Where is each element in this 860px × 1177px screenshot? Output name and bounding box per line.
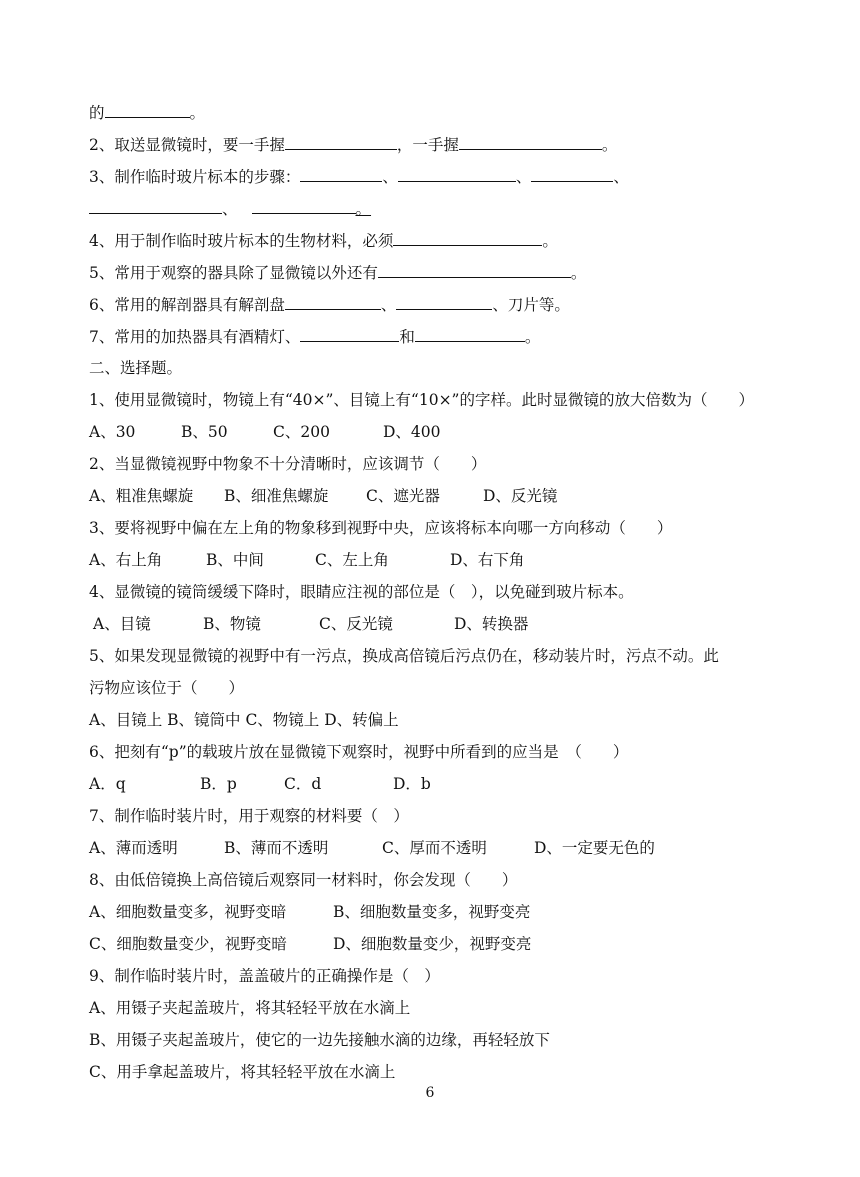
option-d[interactable]: D、一定要无色的 — [534, 839, 655, 857]
choice-options-3 — [89, 550, 524, 570]
choice-options-6 — [89, 774, 431, 794]
fill-line-0: 的 。 — [89, 104, 206, 122]
option-c[interactable]: C、左上角 — [315, 551, 389, 569]
option-b[interactable]: B、细准焦螺旋 — [224, 487, 329, 505]
option-c[interactable]: C、用手拿起盖玻片，将其轻轻平放在水滴上 — [89, 1063, 396, 1081]
option-d[interactable]: D、反光镜 — [483, 487, 558, 505]
choice-question-9: 9、制作临时装片时，盖盖破片的正确操作是（ ） — [89, 967, 440, 985]
option-c[interactable]: C、遮光器 — [366, 487, 440, 505]
choice-question-8: 8、由低倍镜换上高倍镜后观察同一材料时，你会发现（ ） — [89, 871, 518, 889]
option-d[interactable]: D．b — [393, 775, 431, 793]
choice-options-1 — [89, 422, 441, 442]
option-c[interactable]: C、厚而不透明 — [382, 839, 487, 857]
answer-blank[interactable] — [300, 326, 399, 342]
option-b[interactable]: B．p — [200, 775, 237, 793]
option-a[interactable]: A、薄而透明 — [89, 839, 178, 857]
choice-options-7 — [89, 838, 655, 858]
fill-question-7: 7、常用的加热器具有酒精灯、 和 。 — [89, 328, 541, 346]
choice-question-2: 2、当显微镜视野中物象不十分清晰时，应该调节（ ） — [89, 455, 487, 473]
answer-blank[interactable] — [378, 262, 571, 278]
answer-blank[interactable] — [252, 198, 356, 214]
option-a[interactable]: A、粗准焦螺旋 — [89, 487, 194, 505]
choice-question-5-cont: 污物应该位于（ ） — [89, 679, 245, 697]
answer-blank[interactable] — [396, 294, 492, 310]
choice-options-5[interactable]: A、目镜上 B、镜筒中 C、物镜上 D、转偏上 — [89, 711, 399, 729]
option-c[interactable]: C、反光镜 — [319, 615, 393, 633]
option-b[interactable]: B、物镜 — [203, 615, 261, 633]
option-a[interactable]: A、目镜 — [93, 615, 151, 633]
answer-blank[interactable] — [285, 134, 397, 150]
fill-question-3: 3、制作临时玻片标本的步骤： 、 、 、 — [89, 168, 629, 186]
option-c[interactable]: C．d — [284, 775, 322, 793]
option-c[interactable]: C、200 — [273, 423, 330, 441]
choice-options-2 — [89, 486, 557, 506]
option-a[interactable]: A、30 — [89, 423, 136, 441]
option-b[interactable]: B、薄而不透明 — [224, 839, 329, 857]
choice-options-8-row2 — [89, 934, 531, 954]
answer-blank[interactable] — [415, 326, 525, 342]
choice-question-4: 4、显微镜的镜筒缓缓下降时，眼睛应注视的部位是（ ），以免碰到玻片标本。 — [89, 583, 634, 601]
choice-question-5: 5、如果发现显微镜的视野中有一污点，换成高倍镜后污点仍在，移动装片时，污点不动。此 — [89, 647, 719, 665]
section-2-title: 二、选择题。 — [89, 359, 183, 377]
option-c[interactable]: C、细胞数量变少，视野变暗 — [89, 935, 287, 953]
fill-question-3-cont: 、 。 — [89, 198, 371, 219]
option-b[interactable]: B、中间 — [206, 551, 264, 569]
answer-blank[interactable] — [105, 102, 190, 118]
answer-blank[interactable] — [459, 134, 602, 150]
choice-question-6: 6、把刻有“p”的载玻片放在显微镜下观察时，视野中所看到的应当是 （ ） — [89, 743, 629, 761]
choice-question-7: 7、制作临时装片时，用于观察的材料要（ ） — [89, 807, 409, 825]
option-d[interactable]: D、细胞数量变少，视野变亮 — [333, 935, 532, 953]
page-number: 6 — [425, 1085, 435, 1101]
option-a[interactable]: A．q — [89, 775, 126, 793]
fill-question-4: 4、用于制作临时玻片标本的生物材料，必须 。 — [89, 232, 558, 250]
choice-options-8-row1 — [89, 902, 530, 922]
answer-blank[interactable] — [531, 166, 613, 182]
choice-question-3: 3、要将视野中偏在左上角的物象移到视野中央，应该将标本向哪一方向移动（ ） — [89, 519, 673, 537]
option-d[interactable]: D、右下角 — [450, 551, 525, 569]
fill-question-5: 5、常用于观察的器具除了显微镜以外还有 。 — [89, 264, 587, 282]
option-b[interactable]: B、50 — [181, 423, 228, 441]
option-a[interactable]: A、用镊子夹起盖玻片，将其轻轻平放在水滴上 — [89, 999, 411, 1017]
answer-blank[interactable] — [300, 166, 382, 182]
answer-blank[interactable] — [398, 166, 516, 182]
option-a[interactable]: A、细胞数量变多，视野变暗 — [89, 903, 287, 921]
fill-question-2: 2、取送显微镜时，要一手握 ，一手握 。 — [89, 136, 618, 154]
option-d[interactable]: D、转换器 — [454, 615, 529, 633]
option-b[interactable]: B、细胞数量变多，视野变亮 — [333, 903, 531, 921]
answer-blank[interactable] — [285, 294, 381, 310]
choice-question-1: 1、使用显微镜时，物镜上有“40×”、目镜上有“10×”的字样。此时显微镜的放大倍数为（ ） — [89, 391, 754, 409]
answer-blank[interactable] — [393, 230, 542, 246]
fill-question-6: 6、常用的解剖器具有解剖盘 、 、刀片等。 — [89, 296, 570, 314]
option-d[interactable]: D、400 — [383, 423, 441, 441]
answer-blank[interactable] — [89, 198, 222, 214]
choice-options-4 — [93, 614, 528, 634]
option-a[interactable]: A、右上角 — [89, 551, 163, 569]
option-b[interactable]: B、用镊子夹起盖玻片，使它的一边先接触水滴的边缘，再轻轻放下 — [89, 1031, 550, 1049]
